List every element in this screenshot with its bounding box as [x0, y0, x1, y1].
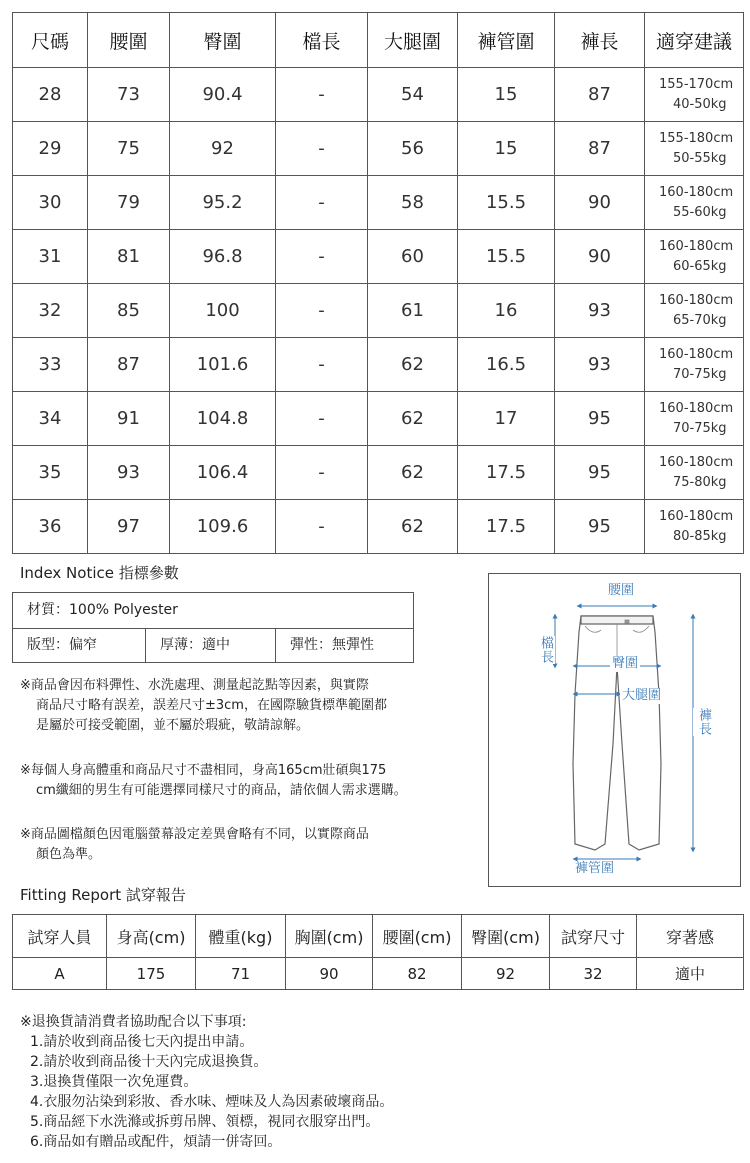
- header-hip: 臀圍: [170, 13, 276, 68]
- thickness-cell: 厚薄：適中: [146, 629, 276, 662]
- fitting-header: 胸圍(cm): [286, 915, 373, 958]
- fitting-header: 試穿人員: [13, 915, 107, 958]
- length-label: 褲長: [693, 708, 713, 736]
- header-fit-suggestion: 適穿建議: [645, 13, 744, 68]
- fitting-header: 腰圍(cm): [373, 915, 462, 958]
- size-cell-fit-suggestion: [645, 230, 744, 284]
- size-cell-thigh: 58: [368, 176, 458, 230]
- fitting-row: [13, 958, 744, 990]
- size-cell-fit-suggestion: [645, 68, 744, 122]
- size-row: [13, 68, 744, 122]
- size-row: [13, 122, 744, 176]
- size-cell-hip: 96.8: [170, 230, 276, 284]
- size-cell-rise: -: [276, 338, 368, 392]
- size-cell-size: 29: [13, 122, 88, 176]
- size-cell-rise: -: [276, 230, 368, 284]
- size-cell-waist: 97: [88, 500, 170, 554]
- fitting-header: 臀圍(cm): [462, 915, 550, 958]
- size-cell-rise: -: [276, 446, 368, 500]
- size-cell-hip: 100: [170, 284, 276, 338]
- size-cell-length: 95: [555, 392, 645, 446]
- fitting-report-table: [12, 914, 744, 990]
- size-cell-hem: 15: [458, 122, 555, 176]
- suggested-height: 160-180cm: [659, 454, 734, 470]
- index-notice-box: [12, 592, 414, 663]
- size-cell-fit-suggestion: [645, 446, 744, 500]
- size-cell-waist: 73: [88, 68, 170, 122]
- note-line: 顏色為準。: [36, 847, 102, 862]
- index-attributes-row: [13, 629, 413, 662]
- size-cell-size: 36: [13, 500, 88, 554]
- rise-label: 檔長: [535, 636, 555, 664]
- suggested-weight: 55-60kg: [673, 204, 727, 220]
- suggested-height: 160-180cm: [659, 346, 734, 362]
- header-rise: 檔長: [276, 13, 368, 68]
- size-cell-waist: 91: [88, 392, 170, 446]
- size-cell-size: 32: [13, 284, 88, 338]
- size-cell-rise: -: [276, 284, 368, 338]
- fitting-header: 身高(cm): [107, 915, 196, 958]
- suggested-height: 160-180cm: [659, 400, 734, 416]
- elasticity-cell: 彈性：無彈性: [290, 637, 374, 653]
- fitting-cell: A: [13, 958, 107, 990]
- size-cell-rise: -: [276, 176, 368, 230]
- header-waist: 腰圍: [88, 13, 170, 68]
- suggested-weight: 65-70kg: [673, 312, 727, 328]
- note-line: ※商品會因布料彈性、水洗處理、測量起訖點等因素，與實際: [20, 678, 369, 693]
- size-cell-waist: 79: [88, 176, 170, 230]
- size-cell-thigh: 60: [368, 230, 458, 284]
- size-chart-body: [13, 68, 744, 554]
- size-cell-hem: 17.5: [458, 500, 555, 554]
- return-policy-item: 6.商品如有贈品或配件，煩請一併寄回。: [30, 1134, 282, 1150]
- suggested-weight: 50-55kg: [673, 150, 727, 166]
- size-cell-fit-suggestion: [645, 392, 744, 446]
- size-cell-length: 93: [555, 284, 645, 338]
- size-cell-waist: 85: [88, 284, 170, 338]
- size-row: [13, 284, 744, 338]
- note-measurement-error: [20, 676, 470, 736]
- size-cell-hem: 15.5: [458, 176, 555, 230]
- note-line: ※每個人身高體重和商品尺寸不盡相同，身高165cm壯碩與175: [20, 763, 387, 778]
- suggested-height: 155-180cm: [659, 130, 734, 146]
- suggested-weight: 70-75kg: [673, 366, 727, 382]
- fit-cell: 版型：偏窄: [13, 629, 146, 662]
- header-length: 褲長: [555, 13, 645, 68]
- size-cell-waist: 87: [88, 338, 170, 392]
- return-policy-title: ※退換貨請消費者協助配合以下事項:: [20, 1014, 247, 1030]
- size-cell-hem: 15: [458, 68, 555, 122]
- size-cell-length: 90: [555, 176, 645, 230]
- pants-measurement-diagram: [488, 573, 741, 887]
- size-chart-header-row: [13, 13, 744, 68]
- size-cell-thigh: 54: [368, 68, 458, 122]
- return-policy-item: 3.退換貨僅限一次免運費。: [30, 1074, 198, 1090]
- suggested-weight: 40-50kg: [673, 96, 727, 112]
- hem-label: 褲管圍: [575, 861, 615, 876]
- size-cell-thigh: 62: [368, 338, 458, 392]
- size-row: [13, 392, 744, 446]
- return-policy-item: 4.衣服勿沾染到彩妝、香水味、煙味及人為因素破壞商品。: [30, 1094, 394, 1110]
- size-cell-fit-suggestion: [645, 284, 744, 338]
- fitting-header-row: [13, 915, 744, 958]
- fitting-cell: 適中: [637, 958, 744, 990]
- size-cell-fit-suggestion: [645, 176, 744, 230]
- size-cell-size: 30: [13, 176, 88, 230]
- size-cell-thigh: 62: [368, 446, 458, 500]
- header-hem: 褲管圍: [458, 13, 555, 68]
- suggested-weight: 60-65kg: [673, 258, 727, 274]
- suggested-height: 160-180cm: [659, 508, 734, 524]
- size-cell-fit-suggestion: [645, 122, 744, 176]
- note-line: cm纖細的男生有可能選擇同樣尺寸的商品，請依個人需求選購。: [36, 783, 407, 798]
- header-thigh: 大腿圍: [368, 13, 458, 68]
- size-cell-hem: 15.5: [458, 230, 555, 284]
- size-cell-hip: 104.8: [170, 392, 276, 446]
- suggested-weight: 70-75kg: [673, 420, 727, 436]
- size-cell-fit-suggestion: [645, 500, 744, 554]
- size-cell-hip: 106.4: [170, 446, 276, 500]
- size-cell-rise: -: [276, 392, 368, 446]
- size-cell-hem: 16: [458, 284, 555, 338]
- size-cell-length: 87: [555, 68, 645, 122]
- size-cell-length: 90: [555, 230, 645, 284]
- return-policy-item: 1.請於收到商品後七天內提出申請。: [30, 1034, 254, 1050]
- return-policy: [20, 1012, 393, 1152]
- note-line: ※商品圖檔顏色因電腦螢幕設定差異會略有不同，以實際商品: [20, 827, 369, 842]
- size-row: [13, 176, 744, 230]
- size-cell-hip: 90.4: [170, 68, 276, 122]
- waist-label: 腰圍: [608, 583, 635, 598]
- hip-label: 臀圍: [612, 656, 639, 671]
- thigh-label: 大腿圍: [622, 688, 662, 703]
- note-body-type: [20, 761, 470, 801]
- fitting-header: 穿著感: [637, 915, 744, 958]
- fitting-cell: 82: [373, 958, 462, 990]
- size-cell-rise: -: [276, 500, 368, 554]
- fitting-header: 體重(kg): [196, 915, 286, 958]
- size-cell-hip: 95.2: [170, 176, 276, 230]
- size-cell-size: 31: [13, 230, 88, 284]
- size-cell-waist: 93: [88, 446, 170, 500]
- fitting-header: 試穿尺寸: [550, 915, 637, 958]
- suggested-weight: 75-80kg: [673, 474, 727, 490]
- note-line: 商品尺寸略有誤差，誤差尺寸±3cm，在國際驗貨標準範圍都: [36, 698, 387, 713]
- note-line: 是屬於可接受範圍，並不屬於瑕疵，敬請諒解。: [36, 718, 310, 733]
- return-policy-item: 2.請於收到商品後十天內完成退換貨。: [30, 1054, 268, 1070]
- size-cell-length: 93: [555, 338, 645, 392]
- size-cell-size: 35: [13, 446, 88, 500]
- suggested-height: 160-180cm: [659, 292, 734, 308]
- size-cell-fit-suggestion: [645, 338, 744, 392]
- size-cell-size: 33: [13, 338, 88, 392]
- index-notice-title: Index Notice 指標參數: [20, 564, 179, 582]
- size-cell-length: 87: [555, 122, 645, 176]
- suggested-weight: 80-85kg: [673, 528, 727, 544]
- fitting-cell: 90: [286, 958, 373, 990]
- size-cell-size: 34: [13, 392, 88, 446]
- size-cell-thigh: 62: [368, 392, 458, 446]
- size-cell-waist: 75: [88, 122, 170, 176]
- size-cell-length: 95: [555, 446, 645, 500]
- size-cell-waist: 81: [88, 230, 170, 284]
- fitting-cell: 175: [107, 958, 196, 990]
- size-cell-thigh: 61: [368, 284, 458, 338]
- fitting-report-title: Fitting Report 試穿報告: [20, 886, 186, 904]
- return-policy-item: 5.商品經下水洗滌或拆剪吊牌、領標，視同衣服穿出門。: [30, 1114, 380, 1130]
- fitting-cell: 92: [462, 958, 550, 990]
- size-row: [13, 500, 744, 554]
- size-cell-rise: -: [276, 122, 368, 176]
- size-cell-hip: 92: [170, 122, 276, 176]
- size-cell-thigh: 56: [368, 122, 458, 176]
- suggested-height: 155-170cm: [659, 76, 734, 92]
- size-row: [13, 230, 744, 284]
- size-cell-hem: 17.5: [458, 446, 555, 500]
- size-row: [13, 446, 744, 500]
- size-cell-hem: 16.5: [458, 338, 555, 392]
- suggested-height: 160-180cm: [659, 238, 734, 254]
- header-size: 尺碼: [13, 13, 88, 68]
- size-cell-length: 95: [555, 500, 645, 554]
- size-cell-hip: 109.6: [170, 500, 276, 554]
- material-cell: 材質：100% Polyester: [13, 593, 413, 629]
- size-chart-table: [12, 12, 744, 554]
- note-color: [20, 825, 470, 865]
- size-cell-rise: -: [276, 68, 368, 122]
- fitting-cell: 32: [550, 958, 637, 990]
- size-cell-thigh: 62: [368, 500, 458, 554]
- size-cell-hip: 101.6: [170, 338, 276, 392]
- size-row: [13, 338, 744, 392]
- fitting-cell: 71: [196, 958, 286, 990]
- size-cell-size: 28: [13, 68, 88, 122]
- size-cell-hem: 17: [458, 392, 555, 446]
- suggested-height: 160-180cm: [659, 184, 734, 200]
